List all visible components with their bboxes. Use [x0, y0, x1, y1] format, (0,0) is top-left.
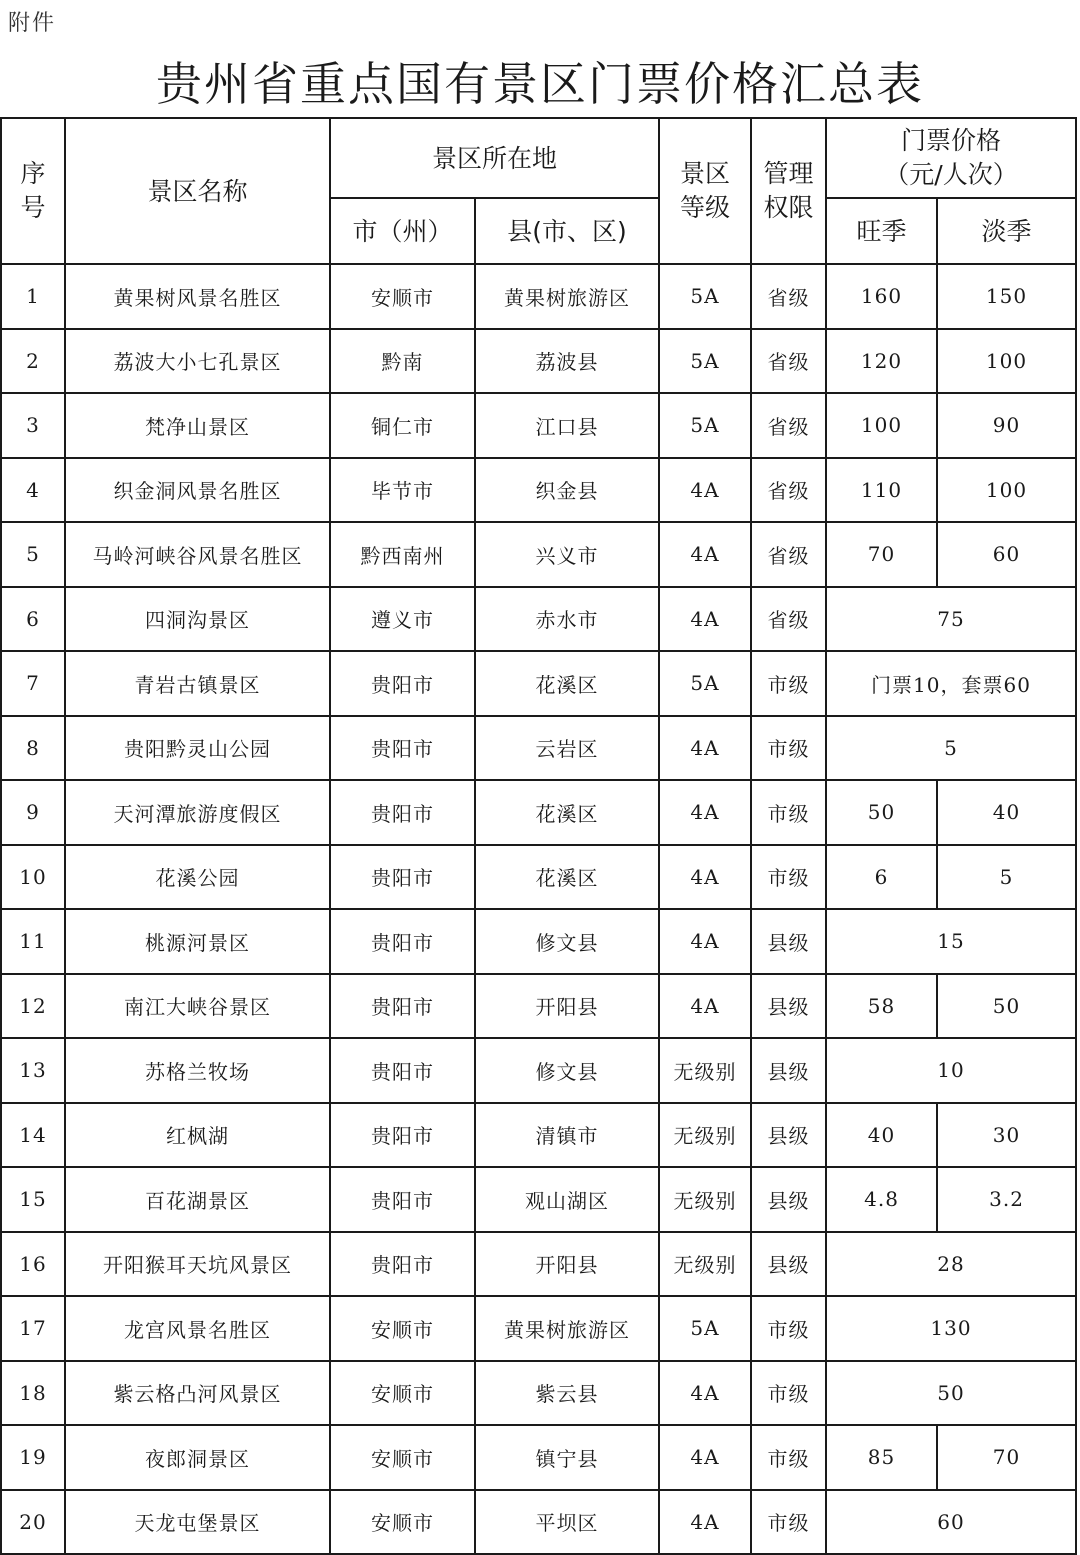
price-cell: 75: [826, 587, 1076, 652]
table-row: [1, 780, 1076, 845]
table-row: [1, 264, 1076, 329]
authority-cell: 市级: [751, 1296, 826, 1361]
city-cell: 贵阳市: [330, 716, 475, 781]
county-cell: 花溪区: [475, 651, 659, 716]
county-cell: 开阳县: [475, 1232, 659, 1297]
authority-cell: 省级: [751, 393, 826, 458]
off-price-cell: 70: [937, 1425, 1076, 1490]
scenic-name: 开阳猴耳天坑风景区: [65, 1232, 330, 1297]
grade-cell: 4A: [659, 716, 751, 781]
row-number: 4: [1, 458, 65, 523]
grade-cell: 无级别: [659, 1167, 751, 1232]
scenic-name: 南江大峡谷景区: [65, 974, 330, 1039]
price-cell: 60: [826, 1490, 1076, 1555]
authority-cell: 省级: [751, 264, 826, 329]
table-row: [1, 1103, 1076, 1168]
table-row: [1, 458, 1076, 523]
row-number: 7: [1, 651, 65, 716]
table-row: [1, 1167, 1076, 1232]
header-city: 市（州）: [330, 198, 475, 264]
county-cell: 赤水市: [475, 587, 659, 652]
city-cell: 遵义市: [330, 587, 475, 652]
header-peak: 旺季: [826, 198, 937, 264]
county-cell: 织金县: [475, 458, 659, 523]
table-row: [1, 651, 1076, 716]
county-cell: 镇宁县: [475, 1425, 659, 1490]
peak-price-cell: 85: [826, 1425, 937, 1490]
city-cell: 贵阳市: [330, 909, 475, 974]
off-price-cell: 5: [937, 845, 1076, 910]
peak-price-cell: 40: [826, 1103, 937, 1168]
authority-cell: 县级: [751, 1232, 826, 1297]
off-price-cell: 30: [937, 1103, 1076, 1168]
price-cell: 5: [826, 716, 1076, 781]
authority-cell: 省级: [751, 329, 826, 394]
row-number: 2: [1, 329, 65, 394]
grade-cell: 5A: [659, 1296, 751, 1361]
table-row: [1, 974, 1076, 1039]
ticket-price-table: [0, 117, 1077, 1555]
scenic-name: 梵净山景区: [65, 393, 330, 458]
city-cell: 安顺市: [330, 1296, 475, 1361]
row-number: 11: [1, 909, 65, 974]
city-cell: 贵阳市: [330, 1167, 475, 1232]
scenic-name: 天河潭旅游度假区: [65, 780, 330, 845]
city-cell: 黔南: [330, 329, 475, 394]
price-cell: 门票10，套票60: [826, 651, 1076, 716]
table-row: [1, 716, 1076, 781]
table-row: [1, 1361, 1076, 1426]
peak-price-cell: 4.8: [826, 1167, 937, 1232]
county-cell: 修文县: [475, 1038, 659, 1103]
price-cell: 50: [826, 1361, 1076, 1426]
city-cell: 贵阳市: [330, 780, 475, 845]
scenic-name: 龙宫风景名胜区: [65, 1296, 330, 1361]
header-name: 景区名称: [65, 118, 330, 264]
peak-price-cell: 120: [826, 329, 937, 394]
scenic-name: 黄果树风景名胜区: [65, 264, 330, 329]
scenic-name: 荔波大小七孔景区: [65, 329, 330, 394]
county-cell: 黄果树旅游区: [475, 264, 659, 329]
city-cell: 毕节市: [330, 458, 475, 523]
authority-cell: 县级: [751, 1103, 826, 1168]
county-cell: 荔波县: [475, 329, 659, 394]
scenic-name: 紫云格凸河风景区: [65, 1361, 330, 1426]
row-number: 13: [1, 1038, 65, 1103]
county-cell: 兴义市: [475, 522, 659, 587]
grade-cell: 5A: [659, 264, 751, 329]
header-seq: 序 号: [1, 118, 65, 264]
table-row: [1, 329, 1076, 394]
row-number: 10: [1, 845, 65, 910]
county-cell: 江口县: [475, 393, 659, 458]
city-cell: 贵阳市: [330, 1232, 475, 1297]
row-number: 20: [1, 1490, 65, 1555]
authority-cell: 县级: [751, 974, 826, 1039]
price-cell: 130: [826, 1296, 1076, 1361]
table-row: [1, 1296, 1076, 1361]
scenic-name: 桃源河景区: [65, 909, 330, 974]
grade-cell: 4A: [659, 845, 751, 910]
authority-cell: 省级: [751, 458, 826, 523]
off-price-cell: 100: [937, 458, 1076, 523]
table-row: [1, 393, 1076, 458]
county-cell: 黄果树旅游区: [475, 1296, 659, 1361]
row-number: 19: [1, 1425, 65, 1490]
table-row: [1, 845, 1076, 910]
row-number: 18: [1, 1361, 65, 1426]
grade-cell: 4A: [659, 780, 751, 845]
table-row: [1, 909, 1076, 974]
peak-price-cell: 70: [826, 522, 937, 587]
authority-cell: 市级: [751, 845, 826, 910]
authority-cell: 市级: [751, 1425, 826, 1490]
scenic-name: 青岩古镇景区: [65, 651, 330, 716]
authority-cell: 县级: [751, 1167, 826, 1232]
scenic-name: 贵阳黔灵山公园: [65, 716, 330, 781]
header-price: 门票价格 （元/人次）: [826, 118, 1076, 198]
grade-cell: 5A: [659, 393, 751, 458]
peak-price-cell: 6: [826, 845, 937, 910]
grade-cell: 4A: [659, 458, 751, 523]
row-number: 3: [1, 393, 65, 458]
row-number: 12: [1, 974, 65, 1039]
off-price-cell: 3.2: [937, 1167, 1076, 1232]
table-row: [1, 1038, 1076, 1103]
grade-cell: 无级别: [659, 1103, 751, 1168]
row-number: 15: [1, 1167, 65, 1232]
scenic-name: 苏格兰牧场: [65, 1038, 330, 1103]
county-cell: 开阳县: [475, 974, 659, 1039]
grade-cell: 5A: [659, 329, 751, 394]
row-number: 16: [1, 1232, 65, 1297]
table-row: [1, 522, 1076, 587]
table-row: [1, 1490, 1076, 1555]
row-number: 6: [1, 587, 65, 652]
grade-cell: 4A: [659, 587, 751, 652]
table-row: [1, 1425, 1076, 1490]
authority-cell: 市级: [751, 651, 826, 716]
grade-cell: 无级别: [659, 1232, 751, 1297]
authority-cell: 县级: [751, 909, 826, 974]
authority-cell: 市级: [751, 780, 826, 845]
city-cell: 贵阳市: [330, 1038, 475, 1103]
city-cell: 黔西南州: [330, 522, 475, 587]
off-price-cell: 40: [937, 780, 1076, 845]
header-authority: 管理 权限: [751, 118, 826, 264]
row-number: 1: [1, 264, 65, 329]
grade-cell: 4A: [659, 1490, 751, 1555]
row-number: 9: [1, 780, 65, 845]
scenic-name: 织金洞风景名胜区: [65, 458, 330, 523]
off-price-cell: 150: [937, 264, 1076, 329]
authority-cell: 市级: [751, 1490, 826, 1555]
header-off: 淡季: [937, 198, 1076, 264]
county-cell: 观山湖区: [475, 1167, 659, 1232]
authority-cell: 省级: [751, 522, 826, 587]
off-price-cell: 50: [937, 974, 1076, 1039]
off-price-cell: 90: [937, 393, 1076, 458]
county-cell: 清镇市: [475, 1103, 659, 1168]
grade-cell: 4A: [659, 1361, 751, 1426]
city-cell: 贵阳市: [330, 651, 475, 716]
county-cell: 平坝区: [475, 1490, 659, 1555]
attachment-label: 附件: [8, 11, 57, 36]
scenic-name: 花溪公园: [65, 845, 330, 910]
city-cell: 贵阳市: [330, 845, 475, 910]
peak-price-cell: 110: [826, 458, 937, 523]
scenic-name: 四洞沟景区: [65, 587, 330, 652]
city-cell: 铜仁市: [330, 393, 475, 458]
scenic-name: 红枫湖: [65, 1103, 330, 1168]
authority-cell: 县级: [751, 1038, 826, 1103]
grade-cell: 4A: [659, 909, 751, 974]
row-number: 17: [1, 1296, 65, 1361]
county-cell: 花溪区: [475, 780, 659, 845]
city-cell: 贵阳市: [330, 1103, 475, 1168]
row-number: 5: [1, 522, 65, 587]
grade-cell: 4A: [659, 1425, 751, 1490]
grade-cell: 4A: [659, 522, 751, 587]
table-body: [1, 264, 1076, 1554]
county-cell: 紫云县: [475, 1361, 659, 1426]
peak-price-cell: 160: [826, 264, 937, 329]
peak-price-cell: 100: [826, 393, 937, 458]
peak-price-cell: 50: [826, 780, 937, 845]
page-title: 贵州省重点国有景区门票价格汇总表: [156, 57, 924, 111]
county-cell: 修文县: [475, 909, 659, 974]
grade-cell: 5A: [659, 651, 751, 716]
scenic-name: 夜郎洞景区: [65, 1425, 330, 1490]
table-row: [1, 587, 1076, 652]
scenic-name: 百花湖景区: [65, 1167, 330, 1232]
city-cell: 安顺市: [330, 1425, 475, 1490]
city-cell: 贵阳市: [330, 974, 475, 1039]
header-location: 景区所在地: [330, 118, 659, 198]
authority-cell: 省级: [751, 587, 826, 652]
city-cell: 安顺市: [330, 264, 475, 329]
authority-cell: 市级: [751, 716, 826, 781]
grade-cell: 4A: [659, 974, 751, 1039]
header-row-1: [1, 118, 1076, 198]
city-cell: 安顺市: [330, 1361, 475, 1426]
county-cell: 花溪区: [475, 845, 659, 910]
city-cell: 安顺市: [330, 1490, 475, 1555]
county-cell: 云岩区: [475, 716, 659, 781]
scenic-name: 马岭河峡谷风景名胜区: [65, 522, 330, 587]
price-cell: 15: [826, 909, 1076, 974]
price-cell: 10: [826, 1038, 1076, 1103]
grade-cell: 无级别: [659, 1038, 751, 1103]
table-row: [1, 1232, 1076, 1297]
price-cell: 28: [826, 1232, 1076, 1297]
row-number: 8: [1, 716, 65, 781]
scenic-name: 天龙屯堡景区: [65, 1490, 330, 1555]
authority-cell: 市级: [751, 1361, 826, 1426]
row-number: 14: [1, 1103, 65, 1168]
peak-price-cell: 58: [826, 974, 937, 1039]
header-county: 县(市、区): [475, 198, 659, 264]
off-price-cell: 60: [937, 522, 1076, 587]
header-grade: 景区 等级: [659, 118, 751, 264]
off-price-cell: 100: [937, 329, 1076, 394]
